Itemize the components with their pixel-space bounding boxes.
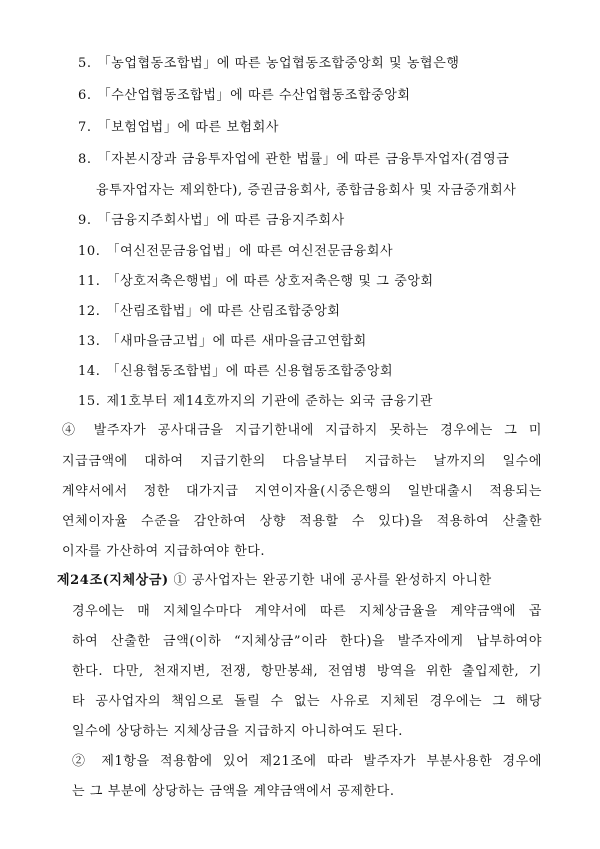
list-text: 「여신전문금융업법」에 따른 여신전문금융회사 xyxy=(106,244,394,259)
list-item xyxy=(78,242,393,262)
list-item xyxy=(78,211,345,231)
article-24-line: 하여 산출한 금액(이하 “지체상금”이라 한다)을 발주자에게 납부하여야 xyxy=(72,634,542,649)
article-24-paragraph-2-line: 는 그 부분에 상당하는 금액을 계약금액에서 공제한다. xyxy=(72,784,395,799)
article-24-first-line xyxy=(57,571,542,591)
list-number: 13. xyxy=(78,334,101,349)
list-text: 「수산업협동조합법」에 따른 수산업협동조합중앙회 xyxy=(97,88,411,103)
list-text: 「금융지주회사법」에 따른 금융지주회사 xyxy=(97,213,345,228)
list-item xyxy=(78,54,460,74)
list-number: 10. xyxy=(78,244,101,259)
list-number: 11. xyxy=(78,274,101,289)
list-number: 14. xyxy=(78,364,101,379)
article-heading: 제24조(지체상금) xyxy=(57,573,169,588)
article-24-line: 경우에는 매 지체일수마다 계약서에 따른 지체상금율을 계약금액에 곱 xyxy=(72,604,542,619)
list-text: 「농업협동조합법」에 따른 농업협동조합중앙회 및 농협은행 xyxy=(97,56,460,71)
list-text: 「산림조합법」에 따른 산림조합중앙회 xyxy=(106,304,341,319)
list-number: 15. xyxy=(78,394,101,409)
list-item-continuation: 융투자업자는 제외한다), 증권금융회사, 종합금융회사 및 자금중개회사 xyxy=(96,183,517,198)
list-text: 「신용협동조합법」에 따른 신용협동조합중앙회 xyxy=(106,364,394,379)
paragraph-4-line: 연체이자율 수준을 감안하여 상향 적용할 수 있다)을 적용하여 산출한 xyxy=(62,514,542,529)
list-text: 「자본시장과 금융투자업에 관한 법률」에 따른 금융투자업자(겸영금 xyxy=(97,152,510,167)
list-number: 9. xyxy=(78,213,92,228)
list-item xyxy=(78,86,411,106)
list-number: 5. xyxy=(78,56,92,71)
list-number: 8. xyxy=(78,152,92,167)
list-text: 「보험업법」에 따른 보험회사 xyxy=(97,120,280,135)
list-text: 「상호저축은행법」에 따른 상호저축은행 및 그 중앙회 xyxy=(106,274,434,289)
list-item xyxy=(78,392,433,412)
article-24-line: 한다. 다만, 천재지변, 전쟁, 항만봉쇄, 전염병 방역을 위한 출입제한, 기 xyxy=(72,664,542,679)
article-text: ① 공사업자는 완공기한 내에 공사를 완성하지 아니한 xyxy=(168,573,492,588)
article-24-line: 일수에 상당하는 지체상금을 지급하지 아니하여도 된다. xyxy=(72,724,404,739)
list-item xyxy=(78,302,341,322)
paragraph-4-line: 지급금액에 대하여 지급기한의 다음날부터 지급하는 날까지의 일수에 xyxy=(62,454,542,469)
list-item xyxy=(78,332,367,352)
paragraph-4-line: 이자를 가산하여 지급하여야 한다. xyxy=(62,544,266,559)
list-item xyxy=(78,150,509,170)
article-24-paragraph-2-line: ② 제1항을 적용함에 있어 제21조에 따라 발주자가 부분사용한 경우에 xyxy=(72,754,542,769)
list-number: 6. xyxy=(78,88,92,103)
paragraph-4-line: 계약서에서 정한 대가지급 지연이자율(시중은행의 일반대출시 적용되는 xyxy=(62,484,542,499)
list-number: 7. xyxy=(78,120,92,135)
list-text: 「새마을금고법」에 따른 새마을금고연합회 xyxy=(106,334,367,349)
article-24-line: 타 공사업자의 책임으로 돌릴 수 없는 사유로 지체된 경우에는 그 해당 xyxy=(72,694,542,709)
list-item xyxy=(78,118,279,138)
list-item xyxy=(78,362,393,382)
paragraph-4-line: ④ 발주자가 공사대금을 지급기한내에 지급하지 못하는 경우에는 그 미 xyxy=(62,423,542,438)
list-number: 12. xyxy=(78,304,101,319)
list-text: 제1호부터 제14호까지의 기관에 준하는 외국 금융기관 xyxy=(106,394,434,409)
list-item xyxy=(78,272,434,292)
